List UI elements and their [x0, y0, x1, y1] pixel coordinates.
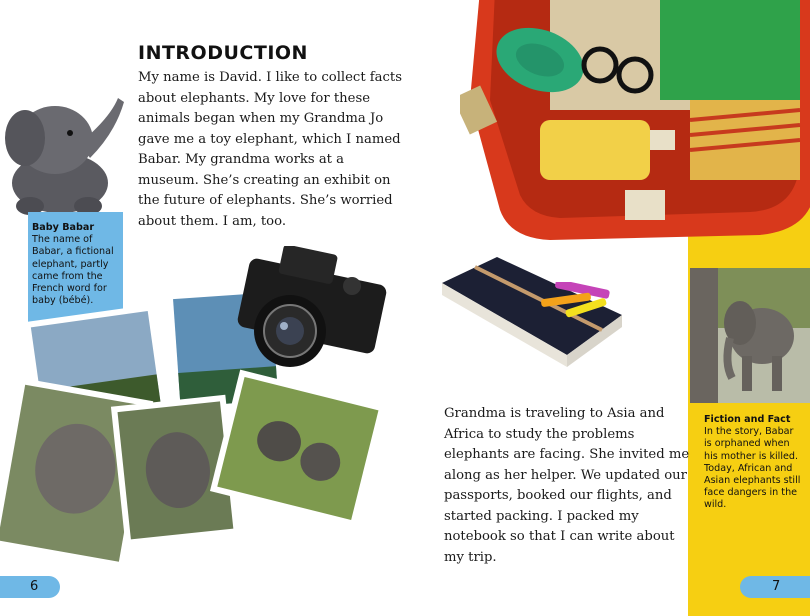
page-title: INTRODUCTION [138, 42, 308, 64]
crayon-icon [535, 282, 615, 322]
sidebar-title: Fiction and Fact [704, 414, 791, 425]
sidebar-fiction-fact [704, 414, 804, 512]
intro-paragraph: My name is David. I like to collect facts about elephants. My love for these animals began when my Grandma Jo gave me a toy elephant, which I named Babar. My grandma works at a museum. She’s creating an exhibit on the future of elephants. She’s worried about them. I am, too. [138, 70, 403, 229]
sidebar-text: The name of Babar, a fictional elephant, partly came from the French word for baby (bébé). [32, 234, 114, 307]
page-number-left: 6 [0, 576, 60, 598]
body-paragraph: Grandma is traveling to Asia and Africa to study the problems elephants are facing. She invited me along as her helper. We updated our passports, booked our flights, and started packing. I packed my notebook so that I can write about my trip. [444, 406, 690, 565]
page-number-right: 7 [740, 576, 810, 598]
toy-elephant-icon [0, 88, 130, 218]
suitcase-icon [460, 0, 810, 240]
camera-icon [232, 246, 392, 376]
sidebar-text: In the story, Babar is orphaned when his mother is killed. Today, African and Asian elephants still face dangers in the wild. [704, 426, 801, 511]
sidebar-title: Baby Babar [32, 222, 95, 233]
elephant-calf-photo-icon [690, 268, 810, 403]
